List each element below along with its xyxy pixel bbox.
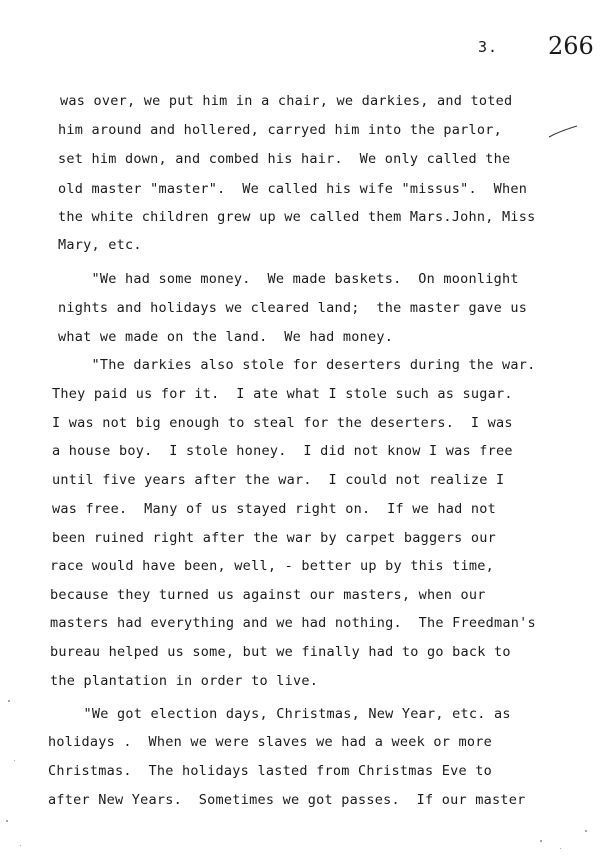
text-line: the plantation in order to live. (50, 673, 319, 689)
text-line: They paid us for it. I ate what I stole such as sugar. (52, 386, 513, 402)
text-line: what we made on the land. We had money. (58, 329, 394, 345)
text-line: until five years after the war. I could not realize I (52, 472, 505, 488)
text-line: after New Years. Sometimes we got passes. If our master (48, 792, 526, 808)
text-line: been ruined right after the war by carpet baggers our (52, 530, 497, 546)
handwritten-margin-mark (548, 125, 578, 139)
text-line: him around and hollered, carryed him into the parlor, (58, 122, 503, 138)
text-line: because they turned us against our masters, when our (50, 587, 486, 603)
paragraph-start-line: "We got election days, Christmas, New Year, etc. as (50, 706, 511, 722)
text-line: masters had everything and we had nothing. The Freedman's (50, 615, 536, 631)
page-number: 266 (548, 32, 594, 60)
text-line: holidays . When we were slaves we had a week or more (48, 734, 493, 750)
text-line: was over, we put him in a chair, we darkies, and toted (60, 93, 513, 109)
text-line: was free. Many of us stayed right on. If we had not (52, 501, 497, 517)
paragraph-start-line: "The darkies also stole for deserters during the war. (58, 357, 536, 373)
text-line: nights and holidays we cleared land; the master gave us (58, 300, 528, 316)
text-line: a house boy. I stole honey. I did not know I was free (52, 443, 513, 459)
text-line: I was not big enough to steal for the deserters. I was (52, 415, 513, 431)
paragraph-start-line: "We had some money. We made baskets. On moonlight (58, 271, 519, 287)
text-line: set him down, and combed his hair. We only called the (58, 151, 511, 167)
text-line: Christmas. The holidays lasted from Christmas Eve to (48, 763, 493, 779)
text-line: race would have been, well, - better up by this time, (50, 558, 495, 574)
section-number: 3. (478, 38, 499, 56)
text-line: old master "master". We called his wife "missus". When (58, 181, 528, 197)
text-line: Mary, etc. (58, 237, 142, 253)
text-line: the white children grew up we called them Mars.John, Miss (58, 209, 536, 225)
text-line: bureau helped us some, but we finally had to go back to (50, 644, 511, 660)
